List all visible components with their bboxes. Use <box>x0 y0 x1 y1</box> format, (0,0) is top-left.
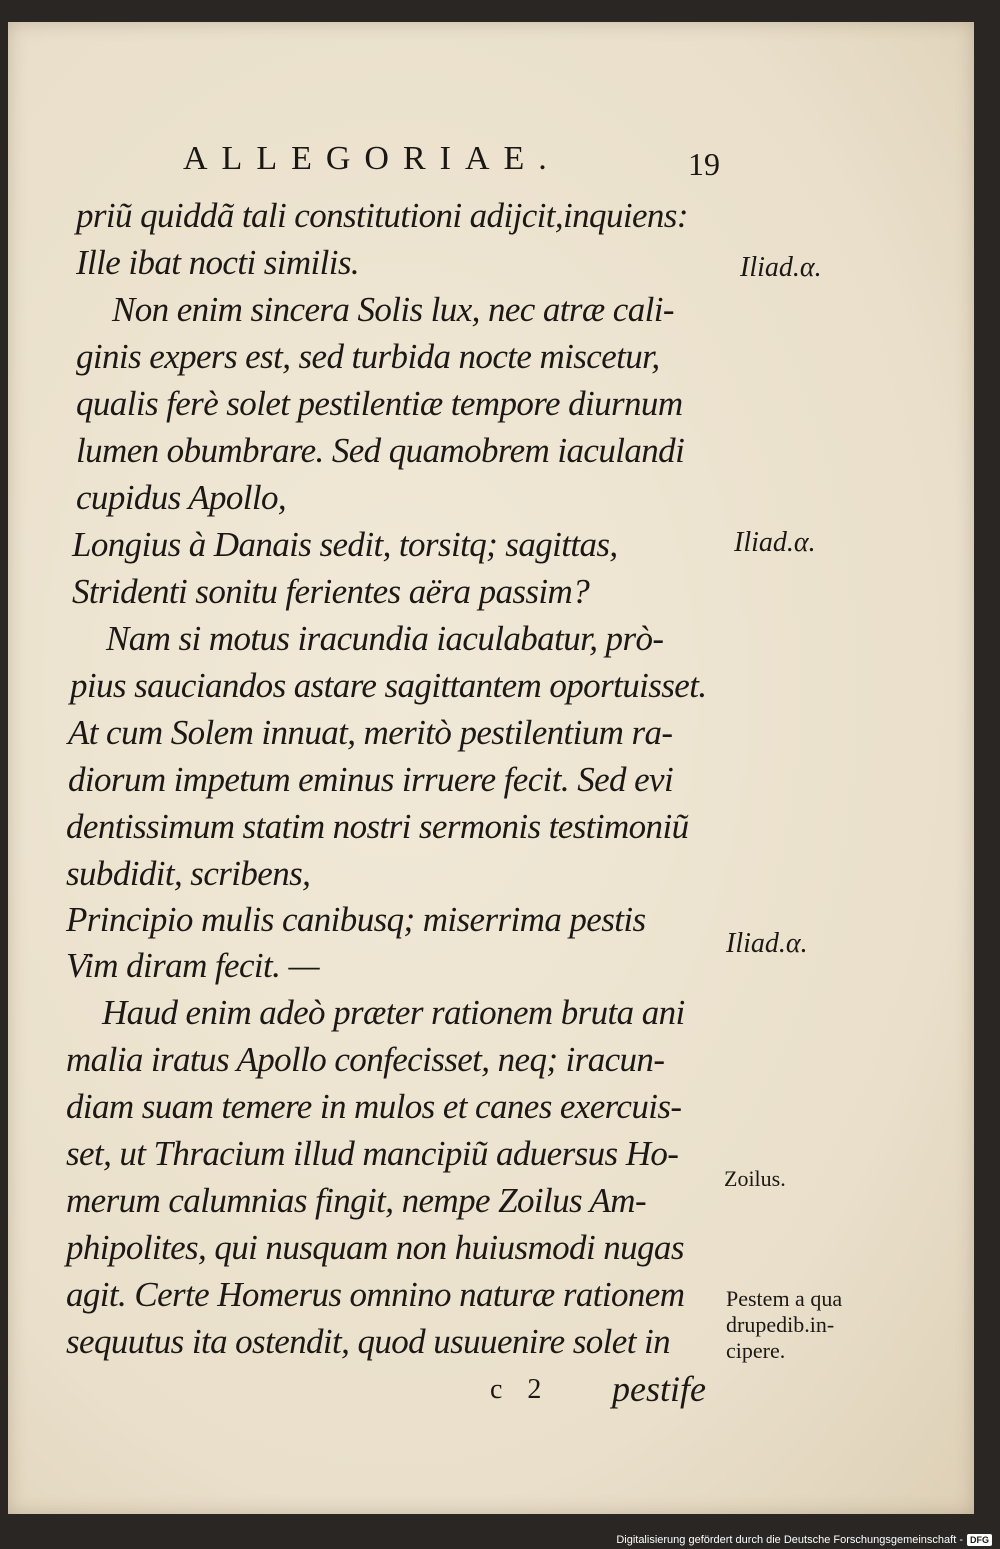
margin-note: Iliad.α. <box>734 527 816 558</box>
text-line: malia iratus Apollo confecisset, neq; iracun- <box>66 1040 665 1079</box>
margin-note: Iliad.α. <box>740 252 822 283</box>
text-line: agit. Certe Homerus omnino naturæ rationem <box>66 1275 685 1314</box>
signature-mark: c 2 <box>490 1374 542 1405</box>
text-line: merum calumnias fingit, nempe Zoilus Am- <box>66 1181 647 1220</box>
text-line: cupidus Apollo, <box>76 478 287 517</box>
text-line: subdidit, scribens, <box>66 854 311 893</box>
text-line: ginis expers est, sed turbida nocte miscetur, <box>76 337 660 376</box>
text-line: pius sauciandos astare sagittantem oportuisset. <box>70 666 707 705</box>
text-line: qualis ferè solet pestilentiæ tempore diurnum <box>76 384 683 423</box>
page-number: 19 <box>688 146 720 182</box>
text-line: priũ quiddã tali constitutioni adijcit,inquiens: <box>76 196 688 235</box>
catchword: pestife <box>612 1369 706 1409</box>
text-line: dentissimum statim nostri sermonis testimoniũ <box>66 807 689 846</box>
text-line: Principio mulis canibusq; miserrima pestis <box>66 900 646 939</box>
text-line: diam suam temere in mulos et canes exercuis- <box>66 1087 682 1126</box>
text-line: Vim diram fecit. — <box>66 946 319 985</box>
text-line: Haud enim adeò præter rationem bruta ani <box>102 993 685 1032</box>
text-line: lumen obumbrare. Sed quamobrem iaculandi <box>76 431 685 470</box>
credit-text: Digitalisierung gefördert durch die Deutsche Forschungsgemeinschaft - <box>616 1534 963 1546</box>
digitization-credit <box>616 1534 992 1546</box>
dfg-logo: DFG <box>967 1534 992 1546</box>
text-line: Longius à Danais sedit, torsitq; sagittas, <box>72 525 618 564</box>
text-line: set, ut Thracium illud mancipiũ aduersus Ho- <box>66 1134 679 1173</box>
text-line: sequutus ita ostendit, quod usuuenire solet in <box>66 1322 670 1361</box>
running-head: ALLEGORIAE. <box>183 140 561 177</box>
text-line: Stridenti sonitu ferientes aëra passim? <box>72 572 590 611</box>
margin-note: cipere. <box>726 1338 786 1363</box>
margin-note: Pestem a qua <box>726 1286 843 1311</box>
margin-note: Iliad.α. <box>726 928 808 959</box>
text-line: phipolites, qui nusquam non huiusmodi nugas <box>66 1228 684 1267</box>
text-line: Ille ibat nocti similis. <box>76 243 360 282</box>
text-line: At cum Solem innuat, meritò pestilentium ra- <box>68 713 673 752</box>
text-line: diorum impetum eminus irruere fecit. Sed evi <box>68 760 674 799</box>
text-line: Nam si motus iracundia iaculabatur, prò- <box>106 619 664 658</box>
text-line: Non enim sincera Solis lux, nec atræ cali- <box>112 290 674 329</box>
margin-note: Zoilus. <box>724 1166 786 1191</box>
margin-note: drupedib.in- <box>726 1312 835 1337</box>
